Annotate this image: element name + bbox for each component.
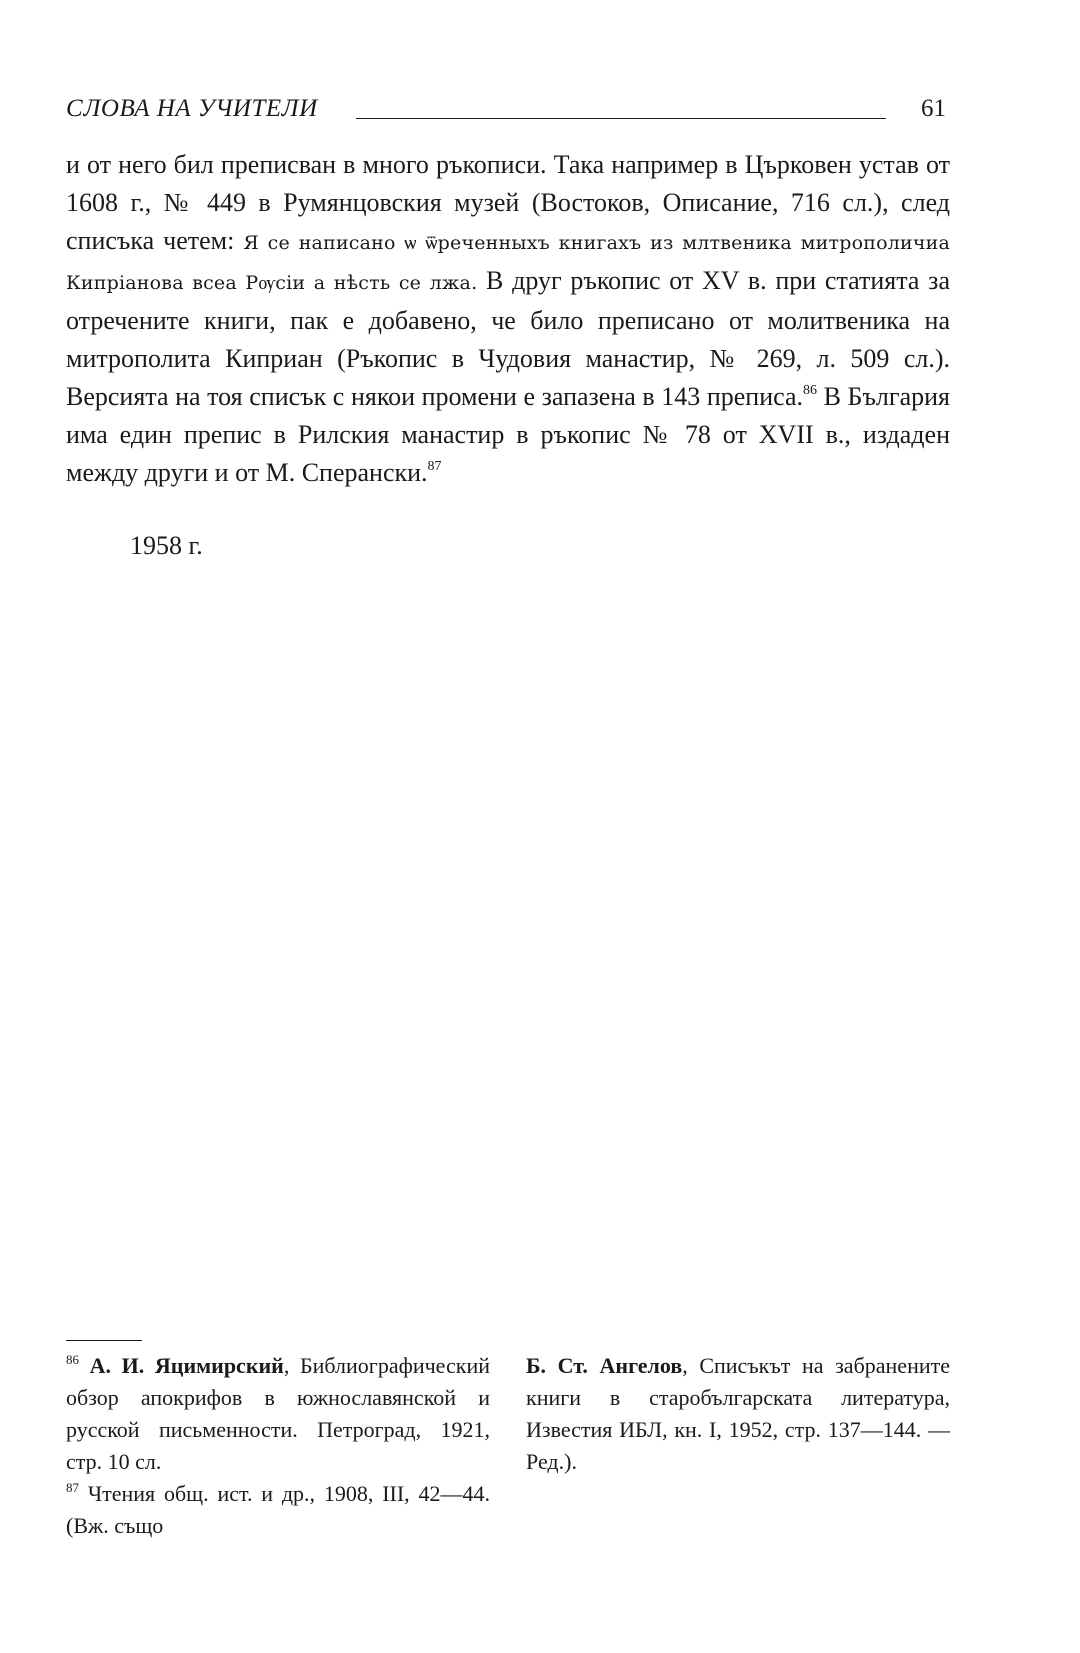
body-text-segment: В друг ръкопис от XV в. при статията за отречените книги, пак е добавено, че било преписано от молитвеника на митрополита Киприан (Ръкопис в Чудовия манастир, № 269, л. 509 сл.). Версията на тоя списък с някои промени е запазена в 143 преписа. (66, 266, 950, 411)
footnotes (66, 1350, 950, 1542)
footnote-author: А. И. Яцимирский (89, 1353, 284, 1378)
footnote-column-right (526, 1350, 950, 1542)
header-rule (356, 118, 886, 119)
body-paragraph (66, 146, 950, 492)
page-number: 61 (921, 95, 946, 122)
footnote-87-start (66, 1478, 490, 1542)
church-slavonic-quote: Я се написано ѡ ѿреченныхъ книгахъ из млтвеника митрополичиа Кипріанова всеа Рѹсіи а нѣсть се лжа. (66, 232, 951, 294)
running-title: СЛОВА НА УЧИТЕЛИ (66, 95, 318, 122)
footnote-text: Чтения общ. ист. и др., 1908, III, 42—44. (Вж. също (66, 1481, 491, 1538)
footnote-ref-87: 87 (427, 459, 442, 474)
footnote-87-continued (526, 1350, 950, 1478)
footnote-column-left (66, 1350, 490, 1542)
body-text-segment: и от него бил преписван в много ръкописи. Така например в Църковен устав от 1608 г., № 449 в Румянцовския музей (Востоков, Описание, 716 сл.), след списъка четем: (66, 150, 950, 255)
running-header (66, 92, 946, 132)
footnote-text: , Списъкът на забранените книги в старобългарската литература, Известия ИБЛ, кн. I, 1952, стр. 137—144. — Ред.). (526, 1353, 950, 1474)
body-text-segment: В България има един препис в Рилския манастир в ръкопис № 78 от XVII в., издаден между други и от М. Сперански. (66, 382, 950, 487)
footnote-rule (66, 1340, 142, 1341)
footnote-text: , Библиографический обзор апокрифов в южнославянской и русской письменности. Петроград, 1921, стр. 10 сл. (66, 1353, 490, 1474)
date-line: 1958 г. (130, 531, 203, 560)
footnote-ref-86: 86 (803, 383, 818, 398)
footnote-number: 87 (66, 1480, 79, 1495)
footnote-86 (66, 1350, 490, 1478)
footnote-number: 86 (66, 1352, 79, 1367)
footnote-author: Б. Ст. Ангелов (526, 1353, 683, 1378)
